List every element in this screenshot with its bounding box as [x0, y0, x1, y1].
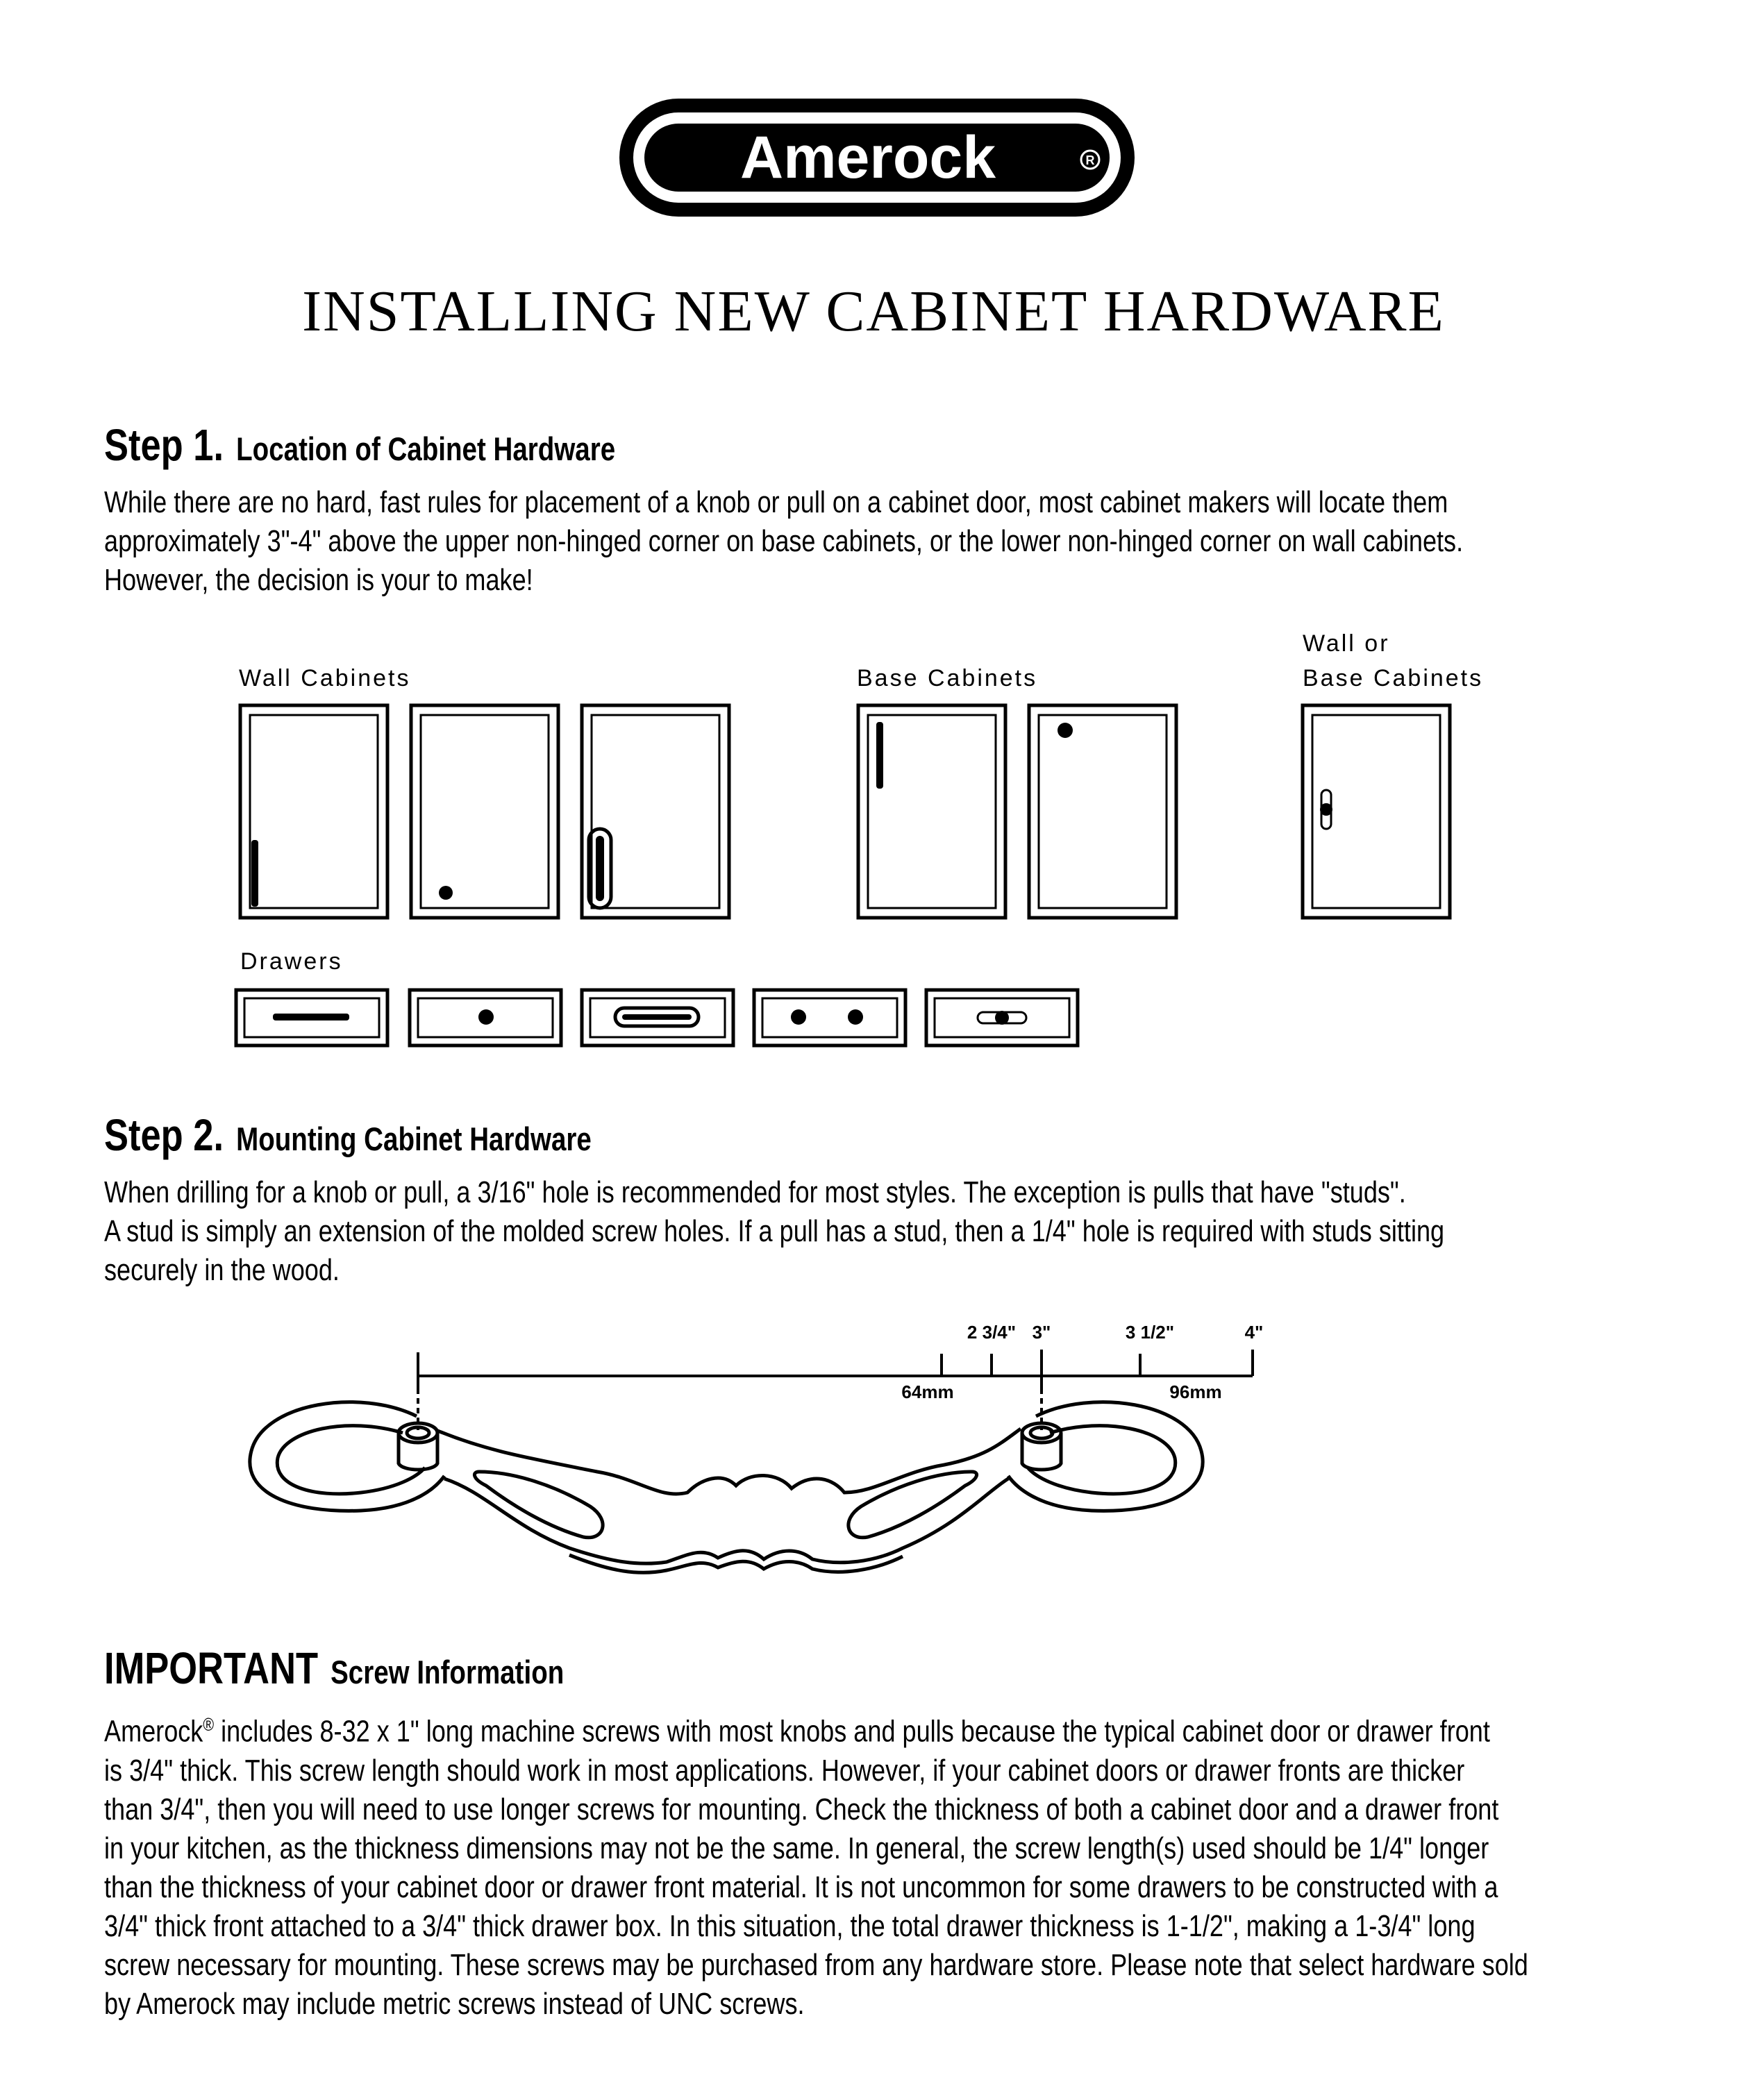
step2-title: Mounting Cabinet Hardware — [236, 1120, 592, 1157]
step1-heading — [104, 419, 615, 471]
important-line-rest: includes 8-32 x 1" long machine screws with most knobs and pulls because the typical cabinet door or drawer front — [214, 1714, 1490, 1749]
step1-title: Location of Cabinet Hardware — [236, 430, 616, 467]
bar-pull — [876, 722, 883, 789]
ruler-label: 3" — [1032, 1322, 1051, 1343]
wall-cabinet-door — [582, 705, 729, 918]
knob — [848, 1009, 863, 1025]
amerock-logo — [617, 96, 1137, 219]
cup-pull — [615, 1008, 699, 1026]
ring-pull — [978, 1012, 1026, 1023]
caption-wall-cabinets: Wall Cabinets — [239, 665, 411, 691]
important-line: by Amerock may include metric screws instead of UNC screws. — [104, 1986, 805, 2021]
step2-paragraph — [104, 1173, 1562, 1290]
step1-label: Step 1. — [104, 420, 224, 470]
step2-line: A stud is simply an extension of the molded screw holes. If a pull has a stud, then a 1/4" hole is required with studs sitting — [104, 1214, 1445, 1248]
important-line — [104, 1705, 1562, 1752]
page-title: INSTALLING NEW CABINET HARDWARE — [302, 279, 1445, 344]
ruler-label: 64mm — [901, 1381, 954, 1402]
important-paragraph — [104, 1705, 1562, 2024]
logo-text: Amerock — [739, 124, 996, 191]
drawer-front — [926, 990, 1078, 1045]
step1-paragraph — [104, 483, 1562, 600]
important-heading — [104, 1643, 564, 1694]
step2-label: Step 2. — [104, 1110, 224, 1160]
base-cabinet-door — [858, 705, 1005, 918]
step1-line: While there are no hard, fast rules for placement of a knob or pull on a cabinet door, most cabinet makers will locate them — [104, 485, 1448, 519]
knob — [478, 1009, 494, 1025]
knob — [791, 1009, 806, 1025]
base-cabinet-door — [1029, 705, 1176, 918]
ruler-label: 96mm — [1169, 1381, 1222, 1402]
caption-wall-or-base: Base Cabinets — [1303, 665, 1484, 691]
important-line: 3/4" thick front attached to a 3/4" thick drawer box. In this situation, the total drawer thickness is 1-1/2", making a 1-3/4" long — [104, 1908, 1476, 1943]
step1-line: approximately 3"-4" above the upper non-hinged corner on base cabinets, or the lower non-hinged corner on wall cabinets. — [104, 524, 1464, 558]
bar-pull — [273, 1014, 349, 1020]
ruler-label: 3 1/2" — [1125, 1322, 1175, 1343]
step2-line: When drilling for a knob or pull, a 3/16" hole is recommended for most styles. The exception is pulls that have "studs". — [104, 1175, 1406, 1209]
drawer-front — [236, 990, 387, 1045]
cup-pull — [589, 829, 611, 908]
svg-text:R: R — [1085, 153, 1095, 167]
ruler-label: 4" — [1244, 1322, 1264, 1343]
step2-heading — [104, 1109, 592, 1161]
pull-handle — [250, 1402, 1203, 1573]
knob — [1058, 723, 1073, 738]
caption-base-cabinets: Base Cabinets — [857, 665, 1038, 691]
ruler-label: 2 3/4" — [967, 1322, 1017, 1343]
drawer-front — [410, 990, 561, 1045]
important-title: Screw Information — [331, 1654, 565, 1690]
important-line: in your kitchen, as the thickness dimensions may not be the same. In general, the screw length(s) used should be 1/4" longer — [104, 1831, 1489, 1865]
wall-cabinet-door — [240, 705, 387, 918]
drawer-front — [582, 990, 733, 1045]
wall-cabinet-door — [411, 705, 558, 918]
important-line: than the thickness of your cabinet door or drawer front material. It is not uncommon for some drawers to be constructed with a — [104, 1870, 1498, 1904]
caption-wall-or: Wall or — [1303, 630, 1390, 657]
brand-word: Amerock — [104, 1714, 203, 1749]
important-line: screw necessary for mounting. These screws may be purchased from any hardware store. Please note that select hardware sold — [104, 1947, 1528, 1982]
drawer-front — [754, 990, 905, 1045]
important-line: than 3/4", then you will need to use longer screws for mounting. Check the thickness of both a cabinet door and a drawer front — [104, 1792, 1499, 1826]
important-label: IMPORTANT — [104, 1643, 319, 1693]
wall-or-base-cabinet-door — [1303, 705, 1450, 918]
important-line: is 3/4" thick. This screw length should work in most applications. However, if your cabinet doors or drawer fronts are thicker — [104, 1753, 1465, 1788]
bar-pull — [251, 840, 258, 907]
caption-drawers: Drawers — [240, 948, 343, 975]
step1-line: However, the decision is your to make! — [104, 563, 533, 597]
knob — [439, 886, 453, 900]
ring-pull — [1321, 790, 1331, 829]
step2-line: securely in the wood. — [104, 1253, 340, 1287]
registered-mark: ® — [203, 1714, 215, 1735]
